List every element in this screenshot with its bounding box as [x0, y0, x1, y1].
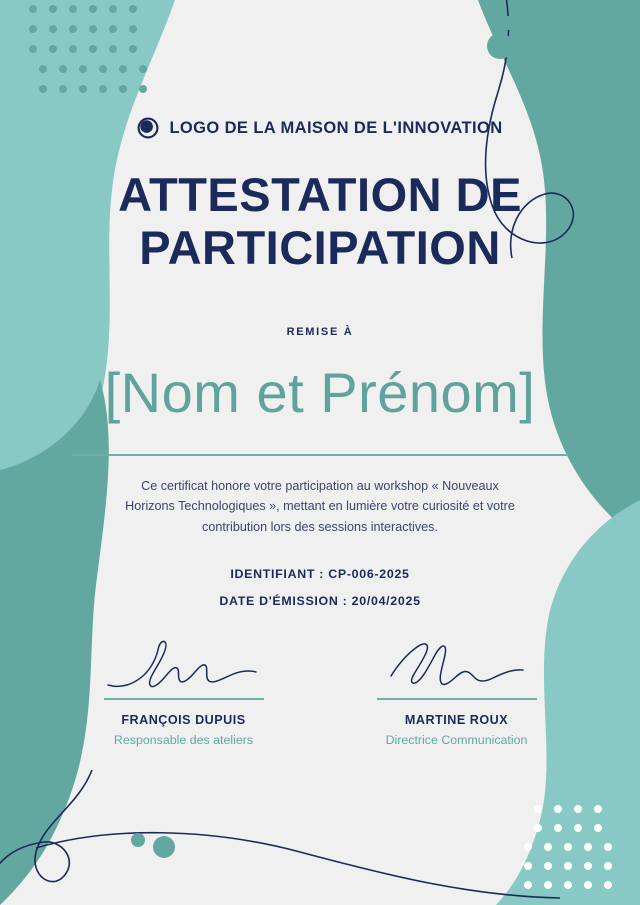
- handwritten-signature-icon: [369, 636, 544, 698]
- certificate-body-text: Ce certificat honore votre participation au workshop « Nouveaux Horizons Technologiques », mettant en lumière votre curiosité et votre contribution lors des sessions interactives.: [125, 479, 515, 534]
- organization-header: [0, 117, 640, 139]
- certificate-metadata: [0, 561, 640, 615]
- signatory-role-left: Responsable des ateliers: [113, 733, 254, 747]
- signatory-name-right: MARTINE ROUX: [404, 713, 509, 727]
- signature-section: [96, 636, 544, 747]
- certificate-identifier: IDENTIFIANT : CP-006-2025: [230, 567, 410, 581]
- handwritten-signature-icon: [96, 636, 271, 698]
- signatory-name-left: FRANÇOIS DUPUIS: [121, 713, 246, 727]
- organization-name: LOGO DE LA MAISON DE L'INNOVATION: [169, 118, 503, 137]
- signature-line-right: [377, 698, 537, 700]
- signatory-role-right: Directrice Communication: [385, 733, 528, 747]
- signature-line-left: [104, 698, 264, 700]
- recipient-name: [Nom et Prénom]: [104, 361, 536, 424]
- signature-block-left: [96, 636, 271, 747]
- certificate-issue-date: DATE D'ÉMISSION : 20/04/2025: [219, 594, 421, 609]
- signature-block-right: [369, 636, 544, 747]
- certificate-title: ATTESTATION DE PARTICIPATION: [118, 168, 522, 275]
- awarded-to-label: REMISE À: [286, 326, 354, 338]
- recipient-underline: [72, 454, 568, 456]
- circle-logo-icon: [137, 117, 159, 139]
